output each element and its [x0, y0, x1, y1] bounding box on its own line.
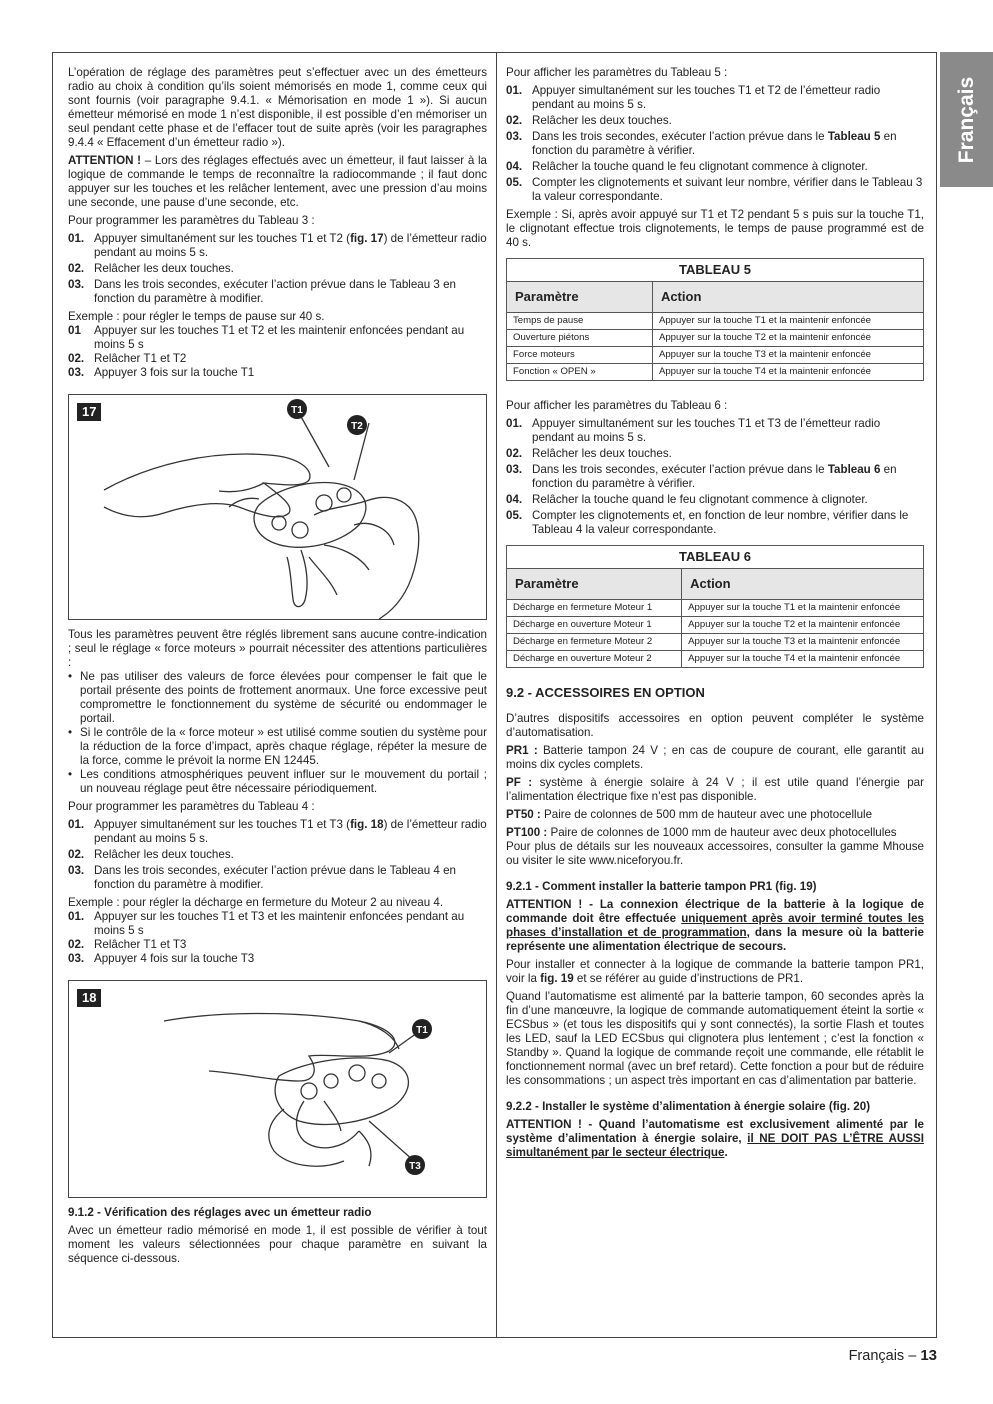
step-number: 01. [68, 910, 85, 923]
column-separator [496, 53, 497, 1337]
accessory-item [506, 826, 924, 840]
section-heading-9-1-2: 9.1.2 - Vérification des réglages avec un émetteur radio [68, 1206, 372, 1219]
step-text: Relâcher la touche quand le feu clignotant commence à clignoter. [532, 160, 868, 173]
bullet: • [68, 726, 73, 739]
table5-intro: Pour afficher les paramètres du Tableau 5 : [506, 66, 728, 79]
table-cell: Décharge en ouverture Moteur 2 [507, 651, 682, 668]
table-6 [506, 545, 924, 668]
attention-text-b: , dans la mesure où la batterie représente une alimentation électrique de secours. [506, 926, 924, 953]
list-item-text: Si le contrôle de la « force moteur » est utilisé comme soutien du système pour la réduction de la force d’impact, après chaque réglage, répéter la mesure de la force, comme le prévoit la norme EN 12445. [80, 726, 487, 767]
accessory-item [506, 744, 924, 772]
footer-language: Français – [848, 1348, 917, 1364]
attention-underlined: il NE DOIT PAS L’ÊTRE AUSSI simultanément par le secteur électrique [506, 1132, 924, 1159]
step-text [532, 463, 924, 491]
step [506, 160, 924, 174]
step-text: Relâcher les deux touches. [532, 114, 672, 127]
step-text-a: Appuyer simultanément sur les touches T1 et T2 ( [94, 232, 351, 245]
step-number: 02. [506, 447, 523, 460]
step [68, 366, 487, 380]
bullet: • [68, 670, 73, 683]
column-header-param: Paramètre [507, 569, 682, 600]
key-t1-label: T1 [291, 405, 303, 416]
fig-ref: fig. 18 [350, 818, 384, 831]
accessory-label: PF : [506, 776, 533, 789]
step [506, 509, 924, 537]
key-t2-label: T2 [351, 421, 363, 432]
step [506, 130, 924, 158]
step [506, 417, 924, 445]
step-number: 04. [506, 493, 523, 506]
attention-text-b: . [724, 1146, 728, 1159]
table-row [507, 651, 924, 668]
page-number: 13 [920, 1347, 937, 1364]
step [68, 278, 487, 306]
step-text: Appuyer simultanément sur les touches T1 et T3 de l’émetteur radio pendant au moins 5 s. [532, 417, 881, 444]
step-text-a: Dans les trois secondes, exécuter l’action prévue dans le [532, 463, 828, 476]
step-number: 03. [68, 864, 85, 877]
step [68, 952, 487, 966]
attention-battery [506, 898, 924, 954]
more-info-paragraph: Pour plus de détails sur les nouveaux accessoires, consulter la gamme Mhouse ou visiter le site www.niceforyou.fr. [506, 840, 924, 867]
table-row [507, 617, 924, 634]
step-text: Appuyer simultanément sur les touches T1 et T2 de l’émetteur radio pendant au moins 5 s. [532, 84, 881, 111]
prog3-intro: Pour programmer les paramètres du Tableau 3 : [68, 214, 315, 227]
table6-intro: Pour afficher les paramètres du Tableau 6 : [506, 399, 728, 412]
step-text [532, 130, 924, 158]
step [506, 447, 924, 461]
table-cell: Appuyer sur la touche T4 et la maintenir enfoncée [682, 651, 924, 668]
params-paragraph: Tous les paramètres peuvent être réglés librement sans aucune contre-indication ; seul le réglage « force moteurs » pourrait nécessiter des attentions particulières : [68, 628, 487, 669]
step-text-b: en fonction du paramètre à vérifier. [532, 463, 897, 490]
fig-ref: fig. 17 [350, 232, 384, 245]
table-cell: Ouverture piétons [507, 330, 653, 347]
step-number: 02. [68, 938, 85, 951]
step-number: 05. [506, 176, 523, 189]
figure-number: 18 [77, 989, 101, 1007]
section-heading-9-2-2: 9.2.2 - Installer le système d’alimentation à énergie solaire (fig. 20) [506, 1100, 871, 1113]
intro-paragraph: L’opération de réglage des paramètres peut s’effectuer avec un des émetteurs radio au choix à condition qu’ils soient mémorisés en mode 1, comme ceux qui sont fournis (voir paragraphe 9.4.1. « Mémorisation en mode 1 »). Si aucun émetteur mémorisé en mode 1 n’est disponible, il est possible d’en mémoriser un seul pendant cette phase et de l’effacer tout de suite après (voir les paragraphes 9.4.4 « Effacement d’un émetteur radio »). [68, 66, 487, 149]
step-text-b: ) de l’émetteur radio pendant au moins 5 s. [94, 232, 487, 259]
table-cell: Décharge en ouverture Moteur 1 [507, 617, 682, 634]
step-text: Relâcher T1 et T2 [94, 352, 187, 365]
step-number: 01 [68, 324, 81, 337]
table-row [507, 634, 924, 651]
language-tab [940, 52, 993, 187]
accessory-label: PR1 : [506, 744, 538, 757]
step-text: Compter les clignotements et suivant leur nombre, vérifier dans le Tableau 3 la valeur correspondante. [532, 176, 923, 203]
step-number: 02. [506, 114, 523, 127]
step [68, 818, 487, 846]
step-text: Relâcher T1 et T3 [94, 938, 187, 951]
step-text: Relâcher la touche quand le feu clignotant commence à clignoter. [532, 493, 868, 506]
step [68, 848, 487, 862]
table-ref: Tableau 5 [827, 130, 881, 143]
attention-label: ATTENTION ! [68, 154, 142, 167]
step-text: Appuyer sur les touches T1 et T3 et les maintenir enfoncées pendant au moins 5 s [94, 910, 465, 937]
table-cell: Appuyer sur la touche T1 et la maintenir enfoncée [652, 313, 923, 330]
table-cell: Appuyer sur la touche T2 et la maintenir enfoncée [652, 330, 923, 347]
list-item-text: Les conditions atmosphériques peuvent influer sur le mouvement du portail ; un nouveau réglage peut être nécessaire périodiquement. [80, 768, 487, 795]
accessory-text: système à énergie solaire à 24 V ; il est utile quand l’énergie par l’alimentation électrique fixe n’est pas disponible. [506, 776, 924, 803]
hand-remote-illustration [69, 981, 486, 1197]
step-text: Dans les trois secondes, exécuter l’action prévue dans le Tableau 4 en fonction du paramètre à modifier. [94, 864, 456, 891]
step-text-b: en fonction du paramètre à vérifier. [532, 130, 897, 157]
step-text: Appuyer sur les touches T1 et T2 et les maintenir enfoncées pendant au moins 5 s [94, 324, 465, 351]
step-number: 01. [506, 84, 523, 97]
table-row [507, 313, 924, 330]
attention-text: – Lors des réglages effectués avec un émetteur, il faut laisser à la logique de commande le temps de reconnaître la radiocommande ; il faut donc appuyer sur les touches et les relâcher lentement, avec une pression d’au moins une seconde, une pause d’une seconde, etc. [68, 154, 487, 209]
step-number: 01. [506, 417, 523, 430]
column-header-action: Action [682, 569, 924, 600]
attention-underlined: uniquement après avoir terminé toutes les phases d’installation et de programmation [506, 912, 924, 939]
step-text-a: Dans les trois secondes, exécuter l’action prévue dans le [532, 130, 828, 143]
step [68, 938, 487, 952]
step-text [94, 232, 487, 260]
step-text-a: Appuyer simultanément sur les touches T1 et T3 ( [94, 818, 351, 831]
hand-remote-illustration [69, 395, 486, 619]
column-header-action: Action [652, 282, 923, 313]
right-column [506, 66, 924, 1164]
attention-paragraph [68, 154, 487, 210]
step [68, 232, 487, 260]
attention-solar [506, 1118, 924, 1160]
left-column [68, 66, 487, 1270]
language-tab-label: Français [954, 76, 978, 163]
fig-ref: fig. 19 [540, 972, 574, 985]
table-5 [506, 258, 924, 381]
list-item [68, 726, 487, 768]
column-header-param: Paramètre [507, 282, 653, 313]
step [506, 463, 924, 491]
table-cell: Temps de pause [507, 313, 653, 330]
step-text [94, 818, 487, 846]
step-number: 02. [68, 352, 85, 365]
accessory-label: PT100 : [506, 826, 548, 839]
step [68, 324, 487, 352]
figure-18 [68, 980, 487, 1198]
step-number: 05. [506, 509, 523, 522]
step [506, 84, 924, 112]
step-number: 03. [68, 278, 85, 291]
table-row [507, 364, 924, 381]
verification-paragraph: Avec un émetteur radio mémorisé en mode 1, il est possible de vérifier à tout moment les valeurs sélectionnées pour chaque paramètre en suivant la séquence ci-dessous. [68, 1224, 487, 1265]
step [506, 114, 924, 128]
table-row [507, 347, 924, 364]
table-title: TABLEAU 5 [507, 259, 924, 282]
table-title: TABLEAU 6 [507, 546, 924, 569]
step-number: 02. [68, 262, 85, 275]
accessory-label: PT50 : [506, 808, 541, 821]
page-footer [849, 1347, 937, 1364]
step [68, 262, 487, 276]
step [68, 910, 487, 938]
table-cell: Appuyer sur la touche T1 et la maintenir enfoncée [682, 600, 924, 617]
step-text: Appuyer 4 fois sur la touche T3 [94, 952, 255, 965]
accessories-intro: D’autres dispositifs accessoires en option peuvent compléter le système d’automatisation. [506, 712, 924, 739]
step-number: 03. [506, 130, 523, 143]
prog4-intro: Pour programmer les paramètres du Tableau 4 : [68, 800, 315, 813]
step-number: 02. [68, 848, 85, 861]
list-item [68, 768, 487, 796]
step-text: Relâcher les deux touches. [94, 262, 234, 275]
table-cell: Appuyer sur la touche T4 et la maintenir enfoncée [652, 364, 923, 381]
step [506, 493, 924, 507]
table-cell: Force moteurs [507, 347, 653, 364]
text-b: et se référer au guide d’instructions de PR1. [573, 972, 804, 985]
step [68, 864, 487, 892]
list-item [68, 670, 487, 726]
attention-text-a: ATTENTION ! - Quand l’automatisme est exclusivement alimenté par le système d’alimentation à énergie solaire, [506, 1118, 924, 1145]
standby-paragraph: Quand l’automatisme est alimenté par la batterie tampon, 60 secondes après la fin d’une manœuvre, la logique de commande automatiquement éteint la sortie « ECSbus » (et tous les dispositifs qui y sont connectés), la sortie Flash et toutes les LED, sauf la LED ECSbus qui clignotera plus lentement ; c’est la fonction « Standby ». Quand la logique de commande reçoit une commande, elle rétablit le fonctionnement normal (avec un bref retard). Cette fonction a pour but de réduire les consommations ; un aspect très important en cas d’alimentation par batterie. [506, 990, 924, 1087]
example4-intro: Exemple : pour régler la décharge en fermeture du Moteur 2 au niveau 4. [68, 896, 444, 909]
table-cell: Décharge en fermeture Moteur 2 [507, 634, 682, 651]
step-text: Compter les clignotements et, en fonction de leur nombre, vérifier dans le Tableau 4 la valeur correspondante. [532, 509, 909, 536]
key-t3-label: T3 [409, 1161, 421, 1172]
accessory-text: Batterie tampon 24 V ; en cas de coupure de courant, elle garantit au moins dix cycles complets. [506, 744, 925, 771]
table-cell: Fonction « OPEN » [507, 364, 653, 381]
table-ref: Tableau 6 [827, 463, 881, 476]
table-cell: Appuyer sur la touche T3 et la maintenir enfoncée [652, 347, 923, 364]
list-item-text: Ne pas utiliser des valeurs de force élevées pour compenser le fait que le portail présente des points de frottement anormaux. Une force excessive peut compromettre le fonctionnement du système de sécurité ou endommager le portail. [80, 670, 487, 725]
step-text-b: ) de l’émetteur radio pendant au moins 5 s. [94, 818, 487, 845]
table-row [507, 330, 924, 347]
table-cell: Appuyer sur la touche T3 et la maintenir enfoncée [682, 634, 924, 651]
step-number: 03. [68, 952, 85, 965]
table-cell: Appuyer sur la touche T2 et la maintenir enfoncée [682, 617, 924, 634]
step-number: 01. [68, 232, 85, 245]
step-text: Appuyer 3 fois sur la touche T1 [94, 366, 255, 379]
step-text: Relâcher les deux touches. [532, 447, 672, 460]
step-text: Relâcher les deux touches. [94, 848, 234, 861]
step-number: 03. [506, 463, 523, 476]
table-cell: Décharge en fermeture Moteur 1 [507, 600, 682, 617]
table-row [507, 600, 924, 617]
step-number: 04. [506, 160, 523, 173]
step [506, 176, 924, 204]
figure-number: 17 [77, 403, 101, 421]
battery-install-paragraph [506, 958, 924, 986]
figure-17 [68, 394, 487, 620]
section-heading-9-2: 9.2 - ACCESSOIRES EN OPTION [506, 685, 705, 700]
accessory-item [506, 776, 924, 804]
accessory-item [506, 808, 924, 822]
step-text: Dans les trois secondes, exécuter l’action prévue dans le Tableau 3 en fonction du paramètre à modifier. [94, 278, 456, 305]
bullet: • [68, 768, 73, 781]
step-number: 01. [68, 818, 85, 831]
accessory-text: Paire de colonnes de 1000 mm de hauteur avec deux photocellules [547, 826, 897, 839]
accessory-text: Paire de colonnes de 500 mm de hauteur avec une photocellule [540, 808, 873, 821]
section-heading-9-2-1: 9.2.1 - Comment installer la batterie tampon PR1 (fig. 19) [506, 880, 817, 893]
text-a: Pour installer et connecter à la logique de commande la batterie tampon PR1, voir la [506, 958, 924, 985]
attention-text-a: ATTENTION ! - La connexion électrique de la batterie à la logique de commande doit être effectuée [506, 898, 924, 925]
key-t1-label: T1 [416, 1025, 428, 1036]
example3-intro: Exemple : pour régler le temps de pause sur 40 s. [68, 310, 325, 323]
step [68, 352, 487, 366]
table5-example: Exemple : Si, après avoir appuyé sur T1 et T2 pendant 5 s puis sur la touche T1, le clignotant effectue trois clignotements, le temps de pause programmé est de 40 s. [506, 208, 924, 249]
step-number: 03. [68, 366, 85, 379]
